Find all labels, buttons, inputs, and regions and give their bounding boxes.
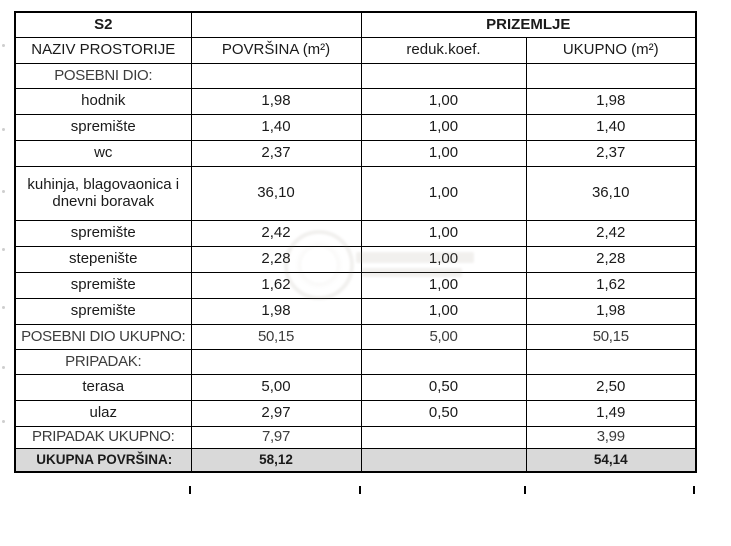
cell-ukupno: 1,49 [526,400,696,426]
subtotal-label: PRIPADAK UKUPNO: [15,426,191,448]
table-row [15,114,696,140]
cell-ukupno: 54,14 [526,448,696,472]
cell-koef: 5,00 [361,324,526,349]
cell-name: spremište [15,220,191,246]
table-row [15,246,696,272]
col-header-povrsina: POVRŠINA (m²) [191,37,361,63]
header-row-unit [15,12,696,37]
floor-header-cell: PRIZEMLJE [361,12,696,37]
cell-name: terasa [15,374,191,400]
cell-povrsina: 50,15 [191,324,361,349]
cell-name: hodnik [15,88,191,114]
scan-speck [2,248,5,251]
cell-koef [361,349,526,374]
cell-ukupno: 2,42 [526,220,696,246]
table-row [15,272,696,298]
cell-ukupno: 1,98 [526,88,696,114]
scan-speck [2,366,5,369]
cell-koef: 1,00 [361,114,526,140]
cell-koef: 1,00 [361,166,526,220]
col-header-name: NAZIV PROSTORIJE [15,37,191,63]
section-row-pripadak [15,349,696,374]
cell-koef: 0,50 [361,374,526,400]
scan-speck [2,306,5,309]
cell-ukupno [526,349,696,374]
subtotal-label: POSEBNI DIO UKUPNO: [15,324,191,349]
table-row [15,374,696,400]
gridline-stub [359,486,361,494]
empty-cell [191,12,361,37]
cell-koef: 1,00 [361,298,526,324]
table-row [15,220,696,246]
table-row [15,166,696,220]
cell-povrsina: 36,10 [191,166,361,220]
scan-speck [2,44,5,47]
cell-koef [361,426,526,448]
table-row [15,88,696,114]
cell-povrsina: 58,12 [191,448,361,472]
cell-povrsina: 1,98 [191,298,361,324]
cell-koef: 0,50 [361,400,526,426]
cell-koef: 1,00 [361,140,526,166]
cell-koef: 1,00 [361,246,526,272]
area-table [14,11,697,473]
total-row [15,448,696,472]
cell-name: spremište [15,272,191,298]
section-row-posebni-dio [15,63,696,88]
cell-povrsina [191,63,361,88]
cell-povrsina: 2,42 [191,220,361,246]
cell-povrsina: 5,00 [191,374,361,400]
scan-speck [2,420,5,423]
cell-povrsina: 2,97 [191,400,361,426]
cell-povrsina: 1,40 [191,114,361,140]
total-label: UKUPNA POVRŠINA: [15,448,191,472]
gridline-stub [189,486,191,494]
cell-povrsina: 1,98 [191,88,361,114]
cell-name: spremište [15,114,191,140]
cell-koef: 1,00 [361,88,526,114]
subtotal-row-posebni-dio [15,324,696,349]
cell-povrsina: 7,97 [191,426,361,448]
scan-speck [2,128,5,131]
cell-name: kuhinja, blagovaonica i dnevni boravak [15,166,191,220]
cell-name: spremište [15,298,191,324]
cell-name: stepenište [15,246,191,272]
section-label: PRIPADAK: [15,349,191,374]
cell-koef: 1,00 [361,220,526,246]
cell-ukupno: 1,62 [526,272,696,298]
col-header-koef: reduk.koef. [361,37,526,63]
cell-povrsina [191,349,361,374]
table-row [15,298,696,324]
col-header-ukupno: UKUPNO (m²) [526,37,696,63]
cell-ukupno: 1,40 [526,114,696,140]
cell-ukupno: 36,10 [526,166,696,220]
cell-ukupno: 2,28 [526,246,696,272]
subtotal-row-pripadak [15,426,696,448]
cell-ukupno: 3,99 [526,426,696,448]
cell-ukupno: 50,15 [526,324,696,349]
table-row [15,140,696,166]
cell-name: ulaz [15,400,191,426]
cell-ukupno [526,63,696,88]
cell-povrsina: 2,37 [191,140,361,166]
cell-povrsina: 2,28 [191,246,361,272]
cell-koef: 1,00 [361,272,526,298]
gridline-stub [693,486,695,494]
cell-povrsina: 1,62 [191,272,361,298]
header-row-columns [15,37,696,63]
table-row [15,400,696,426]
gridline-stub [524,486,526,494]
scan-speck [2,190,5,193]
cell-name: wc [15,140,191,166]
section-label: POSEBNI DIO: [15,63,191,88]
cell-koef [361,63,526,88]
unit-id-cell: S2 [15,12,191,37]
cell-ukupno: 2,37 [526,140,696,166]
cell-ukupno: 2,50 [526,374,696,400]
cell-ukupno: 1,98 [526,298,696,324]
cell-koef [361,448,526,472]
